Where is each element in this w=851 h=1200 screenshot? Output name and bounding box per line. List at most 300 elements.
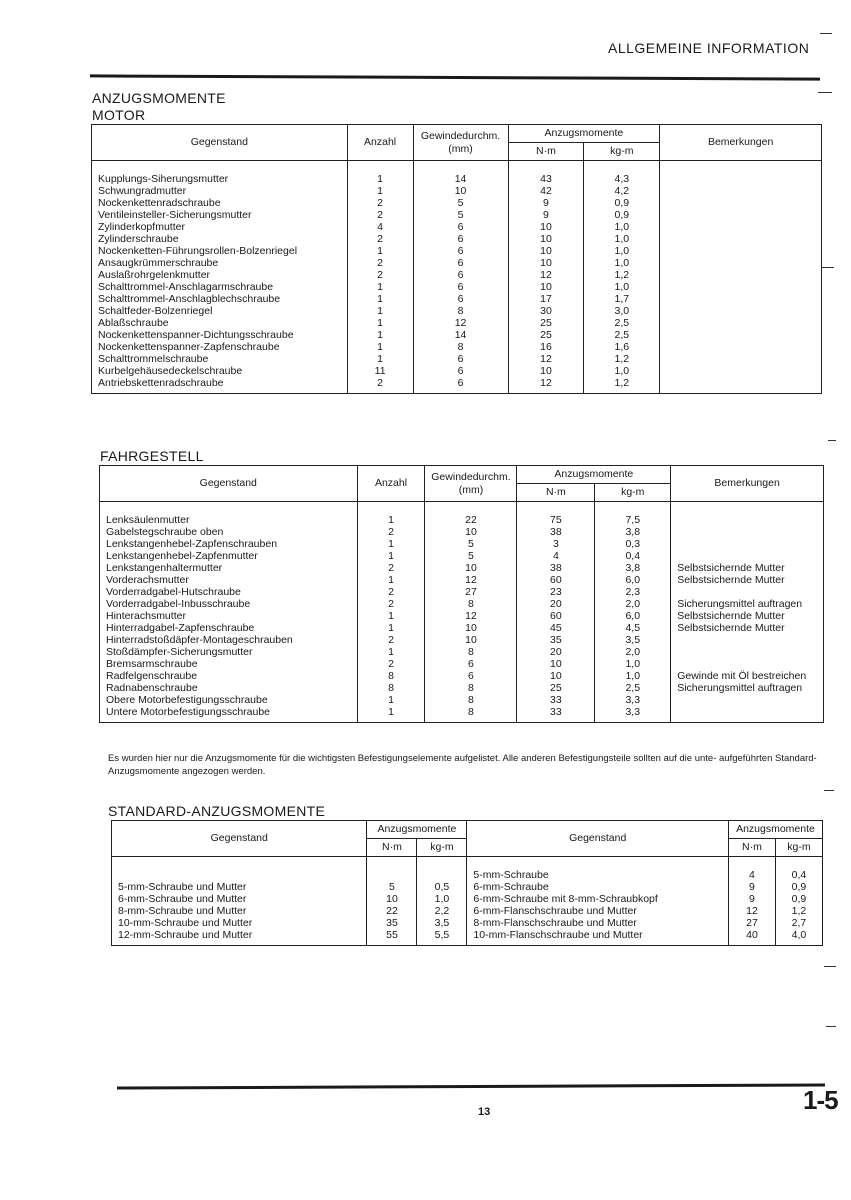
table-row xyxy=(92,185,822,197)
anzahl-cell: 1 xyxy=(357,694,425,706)
table-row xyxy=(92,221,822,233)
anzahl-cell: 2 xyxy=(357,598,425,610)
table-row xyxy=(100,598,824,610)
nm-cell-right: 40 xyxy=(728,929,775,946)
scan-mark xyxy=(824,790,834,791)
nm-cell: 60 xyxy=(517,610,595,622)
table-row xyxy=(92,353,822,365)
subtitle-fahrgestell: FAHRGESTELL xyxy=(100,448,204,464)
kgm-cell: 1,0 xyxy=(584,257,660,269)
item-cell: Ventileinsteller-Sicherungsmutter xyxy=(92,209,348,221)
gewinde-cell: 8 xyxy=(425,598,517,610)
nm-cell-right: 4 xyxy=(728,857,775,882)
col-anzahl: Anzahl xyxy=(357,466,425,502)
bemerkung-cell xyxy=(660,257,822,269)
kgm-cell: 1,0 xyxy=(417,893,467,905)
anzahl-cell: 2 xyxy=(357,634,425,646)
kgm-cell: 3,0 xyxy=(584,305,660,317)
gewinde-cell: 5 xyxy=(413,197,508,209)
col-anzugsmomente: Anzugsmomente xyxy=(367,821,467,839)
item-cell: Hinterradstoßdäpfer-Montageschrauben xyxy=(100,634,358,646)
kgm-cell: 2,3 xyxy=(595,586,671,598)
torque-note: Es wurden hier nur die Anzugsmomente für die wichtigsten Befestigungselemente aufgelistet. Alle anderen Befestigungsteile sollten auf die unte- aufgeführten Standard-Anzugsmomente angezogen werden. xyxy=(108,753,817,777)
anzahl-cell: 1 xyxy=(347,353,413,365)
kgm-cell: 3,8 xyxy=(595,526,671,538)
nm-cell: 16 xyxy=(508,341,584,353)
kgm-cell: 6,0 xyxy=(595,574,671,586)
item-cell: Lenksäulenmutter xyxy=(100,502,358,527)
gewinde-cell: 6 xyxy=(413,353,508,365)
table-row xyxy=(112,917,823,929)
item-cell: Radnabenschraube xyxy=(100,682,358,694)
scan-mark xyxy=(824,966,836,967)
nm-cell-right: 12 xyxy=(728,905,775,917)
gewinde-cell: 8 xyxy=(425,694,517,706)
nm-cell: 20 xyxy=(517,598,595,610)
kgm-cell: 7,5 xyxy=(595,502,671,527)
anzahl-cell: 1 xyxy=(357,706,425,723)
nm-cell: 4 xyxy=(517,550,595,562)
scan-mark xyxy=(820,33,832,34)
kgm-cell: 1,2 xyxy=(584,269,660,281)
table-row xyxy=(100,502,824,527)
table-row xyxy=(112,929,823,946)
table-row xyxy=(92,209,822,221)
bemerkung-cell xyxy=(671,550,824,562)
section-title: ANZUGSMOMENTE xyxy=(92,90,226,106)
anzahl-cell: 1 xyxy=(347,293,413,305)
kgm-cell: 1,0 xyxy=(584,281,660,293)
table-row xyxy=(92,197,822,209)
anzahl-cell: 2 xyxy=(347,197,413,209)
gewinde-cell: 6 xyxy=(413,233,508,245)
anzahl-cell: 2 xyxy=(347,377,413,394)
kgm-cell: 6,0 xyxy=(595,610,671,622)
bemerkung-cell xyxy=(671,658,824,670)
fahrgestell-table-body xyxy=(100,502,824,723)
kgm-cell: 2,0 xyxy=(595,598,671,610)
kgm-cell: 1,2 xyxy=(584,353,660,365)
table-row xyxy=(100,634,824,646)
table-row xyxy=(112,893,823,905)
bemerkung-cell xyxy=(671,634,824,646)
nm-cell: 30 xyxy=(508,305,584,317)
gewinde-cell: 8 xyxy=(425,646,517,658)
gewinde-cell: 8 xyxy=(425,706,517,723)
anzahl-cell: 1 xyxy=(347,305,413,317)
item-cell: Obere Motorbefestigungsschraube xyxy=(100,694,358,706)
anzahl-cell: 1 xyxy=(347,329,413,341)
item-cell: Radfelgenschraube xyxy=(100,670,358,682)
nm-cell: 12 xyxy=(508,269,584,281)
col-gegenstand: Gegenstand xyxy=(100,466,358,502)
gewinde-cell: 10 xyxy=(425,622,517,634)
bemerkung-cell xyxy=(660,245,822,257)
section-number: 1-5 xyxy=(803,1085,838,1115)
nm-cell: 45 xyxy=(517,622,595,634)
item-cell: Nockenketten-Führungsrollen-Bolzenriegel xyxy=(92,245,348,257)
col-anzugsmomente-right: Anzugsmomente xyxy=(728,821,822,839)
kgm-cell: 5,5 xyxy=(417,929,467,946)
item-cell-right: 6-mm-Schraube xyxy=(467,881,729,893)
item-cell: Hinterachsmutter xyxy=(100,610,358,622)
gewinde-cell: 6 xyxy=(425,658,517,670)
table-row xyxy=(100,682,824,694)
bemerkung-cell xyxy=(660,353,822,365)
gewinde-cell: 6 xyxy=(413,281,508,293)
nm-cell: 20 xyxy=(517,646,595,658)
anzahl-cell: 1 xyxy=(347,281,413,293)
anzahl-cell: 11 xyxy=(347,365,413,377)
nm-cell: 3 xyxy=(517,538,595,550)
col-bemerkungen: Bemerkungen xyxy=(660,125,822,161)
nm-cell: 33 xyxy=(517,706,595,723)
item-cell: Schwungradmutter xyxy=(92,185,348,197)
nm-cell: 75 xyxy=(517,502,595,527)
nm-cell: 9 xyxy=(508,197,584,209)
table-row xyxy=(92,305,822,317)
anzahl-cell: 1 xyxy=(357,610,425,622)
item-cell: Auslaßrohrgelenkmutter xyxy=(92,269,348,281)
table-row xyxy=(100,586,824,598)
nm-cell: 43 xyxy=(508,161,584,186)
table-row xyxy=(100,622,824,634)
nm-cell: 10 xyxy=(367,893,417,905)
table-row xyxy=(112,905,823,917)
nm-cell: 38 xyxy=(517,562,595,574)
empty-cell xyxy=(367,857,417,882)
table-row xyxy=(100,670,824,682)
table-row xyxy=(100,706,824,723)
anzahl-cell: 2 xyxy=(357,526,425,538)
kgm-cell: 3,8 xyxy=(595,562,671,574)
scan-mark xyxy=(818,92,832,93)
table-row xyxy=(100,526,824,538)
col-kgm: kg-m xyxy=(417,839,467,857)
gewinde-cell: 6 xyxy=(413,245,508,257)
item-cell: Vorderradgabel-Hutschraube xyxy=(100,586,358,598)
fahrgestell-torque-table xyxy=(99,465,824,723)
kgm-cell: 3,3 xyxy=(595,694,671,706)
subtitle-motor: MOTOR xyxy=(92,107,146,123)
item-cell-right: 6-mm-Schraube mit 8-mm-Schraubkopf xyxy=(467,893,729,905)
nm-cell: 35 xyxy=(517,634,595,646)
anzahl-cell: 1 xyxy=(357,574,425,586)
col-nm-right: N·m xyxy=(728,839,775,857)
table-row xyxy=(92,317,822,329)
col-gegenstand-right: Gegenstand xyxy=(467,821,729,857)
table-row xyxy=(92,257,822,269)
kgm-cell: 2,5 xyxy=(595,682,671,694)
item-cell: Nockenkettenradschraube xyxy=(92,197,348,209)
anzahl-cell: 1 xyxy=(347,245,413,257)
anzahl-cell: 1 xyxy=(347,161,413,186)
nm-cell: 35 xyxy=(367,917,417,929)
table-row xyxy=(92,245,822,257)
nm-cell: 10 xyxy=(508,221,584,233)
kgm-cell: 1,0 xyxy=(584,365,660,377)
table-row xyxy=(92,269,822,281)
footer-rule xyxy=(117,1083,825,1089)
nm-cell: 10 xyxy=(517,670,595,682)
kgm-cell: 4,5 xyxy=(595,622,671,634)
bemerkung-cell xyxy=(671,586,824,598)
item-cell: Schalttrommel-Anschlagblechschraube xyxy=(92,293,348,305)
kgm-cell: 2,5 xyxy=(584,329,660,341)
kgm-cell: 2,2 xyxy=(417,905,467,917)
bemerkung-cell xyxy=(671,694,824,706)
item-cell: 6-mm-Schraube und Mutter xyxy=(112,893,367,905)
item-cell: Vorderradgabel-Inbusschraube xyxy=(100,598,358,610)
kgm-cell-right: 2,7 xyxy=(775,917,822,929)
table-row xyxy=(100,538,824,550)
item-cell: Untere Motorbefestigungsschraube xyxy=(100,706,358,723)
kgm-cell: 1,0 xyxy=(584,221,660,233)
gewinde-cell: 10 xyxy=(425,562,517,574)
gewinde-cell: 6 xyxy=(425,670,517,682)
nm-cell: 38 xyxy=(517,526,595,538)
table-row xyxy=(92,233,822,245)
kgm-cell: 0,9 xyxy=(584,197,660,209)
item-cell: Gabelstegschraube oben xyxy=(100,526,358,538)
table-row xyxy=(100,694,824,706)
anzahl-cell: 1 xyxy=(357,622,425,634)
table-row xyxy=(100,574,824,586)
item-cell: Lenkstangenhaltermutter xyxy=(100,562,358,574)
gewinde-cell: 6 xyxy=(413,293,508,305)
scan-mark xyxy=(826,1026,836,1027)
item-cell: Hinterradgabel-Zapfenschraube xyxy=(100,622,358,634)
gewinde-cell: 6 xyxy=(413,221,508,233)
kgm-cell: 3,5 xyxy=(417,917,467,929)
anzahl-cell: 2 xyxy=(347,269,413,281)
bemerkung-cell: Sicherungsmittel auftragen xyxy=(671,598,824,610)
nm-cell: 12 xyxy=(508,353,584,365)
bemerkung-cell xyxy=(660,329,822,341)
gewinde-cell: 5 xyxy=(425,550,517,562)
item-cell: Lenkstangenhebel-Zapfenmutter xyxy=(100,550,358,562)
bemerkung-cell xyxy=(660,269,822,281)
nm-cell: 25 xyxy=(508,329,584,341)
table-row xyxy=(112,881,823,893)
gewinde-cell: 6 xyxy=(413,377,508,394)
col-nm: N·m xyxy=(508,143,584,161)
table-row xyxy=(100,658,824,670)
col-gewinde: Gewindedurchm. (mm) xyxy=(413,125,508,161)
gewinde-cell: 8 xyxy=(425,682,517,694)
item-cell-right: 8-mm-Flanschschraube und Mutter xyxy=(467,917,729,929)
kgm-cell: 0,9 xyxy=(584,209,660,221)
nm-cell: 12 xyxy=(508,377,584,394)
item-cell: 5-mm-Schraube und Mutter xyxy=(112,881,367,893)
item-cell: Zylinderschraube xyxy=(92,233,348,245)
header-rule xyxy=(90,74,820,80)
kgm-cell: 4,3 xyxy=(584,161,660,186)
bemerkung-cell xyxy=(660,317,822,329)
anzahl-cell: 1 xyxy=(347,185,413,197)
table-row xyxy=(100,562,824,574)
item-cell: Ablaßschraube xyxy=(92,317,348,329)
kgm-cell: 2,0 xyxy=(595,646,671,658)
kgm-cell: 3,5 xyxy=(595,634,671,646)
item-cell: Ansaugkrümmerschraube xyxy=(92,257,348,269)
nm-cell: 17 xyxy=(508,293,584,305)
nm-cell: 10 xyxy=(508,281,584,293)
anzahl-cell: 8 xyxy=(357,682,425,694)
anzahl-cell: 1 xyxy=(357,646,425,658)
kgm-cell: 1,0 xyxy=(584,245,660,257)
anzahl-cell: 1 xyxy=(347,341,413,353)
standard-table-body xyxy=(112,857,823,946)
anzahl-cell: 1 xyxy=(357,502,425,527)
anzahl-cell: 1 xyxy=(347,317,413,329)
col-nm: N·m xyxy=(517,484,595,502)
table-row xyxy=(112,857,823,882)
bemerkung-cell xyxy=(660,377,822,394)
gewinde-cell: 8 xyxy=(413,305,508,317)
col-gewinde: Gewindedurchm. (mm) xyxy=(425,466,517,502)
item-cell: Antriebskettenradschraube xyxy=(92,377,348,394)
kgm-cell: 1,0 xyxy=(584,233,660,245)
item-cell: Kurbelgehäusedeckelschraube xyxy=(92,365,348,377)
page-header-title: ALLGEMEINE INFORMATION xyxy=(608,40,810,56)
kgm-cell: 3,3 xyxy=(595,706,671,723)
gewinde-cell: 12 xyxy=(425,610,517,622)
gewinde-cell: 6 xyxy=(413,365,508,377)
kgm-cell: 0,5 xyxy=(417,881,467,893)
gewinde-cell: 10 xyxy=(413,185,508,197)
nm-cell: 23 xyxy=(517,586,595,598)
kgm-cell: 1,7 xyxy=(584,293,660,305)
anzahl-cell: 2 xyxy=(357,586,425,598)
bemerkung-cell xyxy=(660,233,822,245)
scan-mark xyxy=(828,440,836,441)
gewinde-cell: 14 xyxy=(413,161,508,186)
kgm-cell: 0,4 xyxy=(595,550,671,562)
nm-cell: 25 xyxy=(508,317,584,329)
item-cell: Lenkstangenhebel-Zapfenschrauben xyxy=(100,538,358,550)
anzahl-cell: 2 xyxy=(357,562,425,574)
bemerkung-cell xyxy=(660,161,822,186)
gewinde-cell: 8 xyxy=(413,341,508,353)
nm-cell: 10 xyxy=(508,257,584,269)
page-number: 13 xyxy=(478,1106,491,1118)
bemerkung-cell xyxy=(671,526,824,538)
gewinde-cell: 5 xyxy=(413,209,508,221)
table-row xyxy=(100,646,824,658)
item-cell: 12-mm-Schraube und Mutter xyxy=(112,929,367,946)
nm-cell: 55 xyxy=(367,929,417,946)
bemerkung-cell: Selbstsichernde Mutter xyxy=(671,562,824,574)
bemerkung-cell xyxy=(660,305,822,317)
col-anzugsmomente: Anzugsmomente xyxy=(517,466,671,484)
item-cell: Schalttrommel-Anschlagarmschraube xyxy=(92,281,348,293)
kgm-cell-right: 0,9 xyxy=(775,893,822,905)
kgm-cell: 1,2 xyxy=(584,377,660,394)
bemerkung-cell: Selbstsichernde Mutter xyxy=(671,574,824,586)
kgm-cell: 1,0 xyxy=(595,658,671,670)
nm-cell-right: 9 xyxy=(728,893,775,905)
bemerkung-cell xyxy=(660,197,822,209)
col-anzugsmomente: Anzugsmomente xyxy=(508,125,660,143)
gewinde-cell: 12 xyxy=(425,574,517,586)
gewinde-cell: 6 xyxy=(413,269,508,281)
nm-cell: 10 xyxy=(517,658,595,670)
table-row xyxy=(100,610,824,622)
nm-cell: 22 xyxy=(367,905,417,917)
item-cell: Nockenkettenspanner-Zapfenschraube xyxy=(92,341,348,353)
gewinde-cell: 12 xyxy=(413,317,508,329)
bemerkung-cell: Gewinde mit Öl bestreichen xyxy=(671,670,824,682)
bemerkung-cell xyxy=(660,221,822,233)
gewinde-cell: 10 xyxy=(425,526,517,538)
item-cell: 8-mm-Schraube und Mutter xyxy=(112,905,367,917)
bemerkung-cell xyxy=(671,502,824,527)
item-cell: Schalttrommelschraube xyxy=(92,353,348,365)
item-cell: Zylinderkopfmutter xyxy=(92,221,348,233)
bemerkung-cell xyxy=(660,365,822,377)
bemerkung-cell xyxy=(660,185,822,197)
kgm-cell-right: 0,9 xyxy=(775,881,822,893)
gewinde-cell: 5 xyxy=(425,538,517,550)
nm-cell: 60 xyxy=(517,574,595,586)
col-gegenstand: Gegenstand xyxy=(112,821,367,857)
col-kgm: kg-m xyxy=(584,143,660,161)
col-kgm-right: kg-m xyxy=(775,839,822,857)
col-kgm: kg-m xyxy=(595,484,671,502)
nm-cell: 42 xyxy=(508,185,584,197)
bemerkung-cell xyxy=(660,281,822,293)
gewinde-cell: 22 xyxy=(425,502,517,527)
motor-torque-table xyxy=(91,124,822,394)
item-cell: Schaltfeder-Bolzenriegel xyxy=(92,305,348,317)
gewinde-cell: 14 xyxy=(413,329,508,341)
bemerkung-cell xyxy=(660,209,822,221)
bemerkung-cell xyxy=(660,341,822,353)
item-cell-right: 10-mm-Flanschschraube und Mutter xyxy=(467,929,729,946)
anzahl-cell: 2 xyxy=(347,209,413,221)
kgm-cell-right: 0,4 xyxy=(775,857,822,882)
bemerkung-cell xyxy=(671,538,824,550)
kgm-cell: 0,3 xyxy=(595,538,671,550)
bemerkung-cell xyxy=(671,646,824,658)
kgm-cell-right: 4,0 xyxy=(775,929,822,946)
nm-cell: 10 xyxy=(508,233,584,245)
item-cell: Vorderachsmutter xyxy=(100,574,358,586)
item-cell-right: 6-mm-Flanschschraube und Mutter xyxy=(467,905,729,917)
anzahl-cell: 1 xyxy=(357,538,425,550)
nm-cell: 10 xyxy=(508,245,584,257)
gewinde-cell: 27 xyxy=(425,586,517,598)
nm-cell: 9 xyxy=(508,209,584,221)
kgm-cell: 2,5 xyxy=(584,317,660,329)
item-cell: Stoßdämpfer-Sicherungsmutter xyxy=(100,646,358,658)
gewinde-cell: 6 xyxy=(413,257,508,269)
nm-cell-right: 27 xyxy=(728,917,775,929)
table-row xyxy=(92,161,822,186)
anzahl-cell: 2 xyxy=(347,257,413,269)
subtitle-standard: STANDARD-ANZUGSMOMENTE xyxy=(108,803,326,819)
col-bemerkungen: Bemerkungen xyxy=(671,466,824,502)
standard-torque-table xyxy=(111,820,823,946)
kgm-cell: 4,2 xyxy=(584,185,660,197)
bemerkung-cell: Sicherungsmittel auftragen xyxy=(671,682,824,694)
table-row xyxy=(92,341,822,353)
nm-cell: 5 xyxy=(367,881,417,893)
bemerkung-cell: Selbstsichernde Mutter xyxy=(671,622,824,634)
kgm-cell: 1,0 xyxy=(595,670,671,682)
item-cell: Bremsarmschraube xyxy=(100,658,358,670)
